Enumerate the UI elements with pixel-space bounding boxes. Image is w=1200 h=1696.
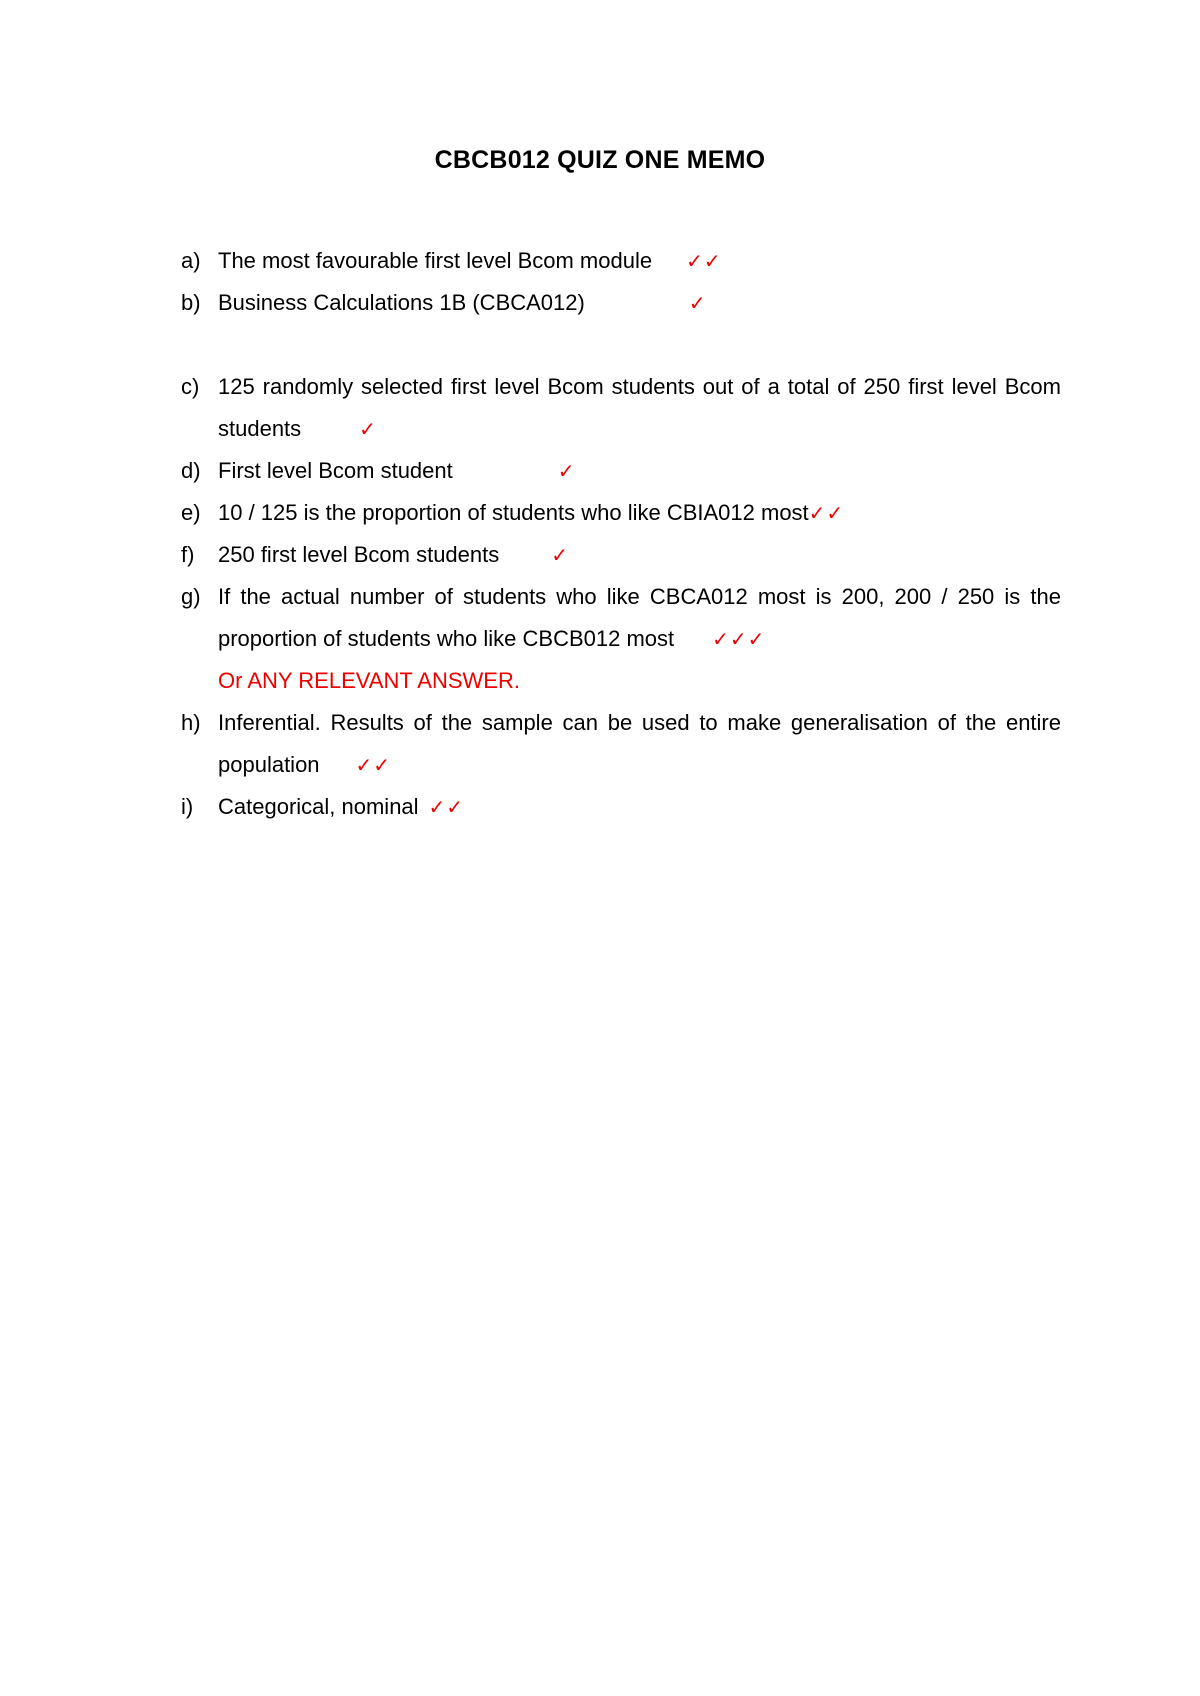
check-mark-icon: ✓✓ bbox=[428, 795, 465, 819]
check-mark-icon: ✓✓ bbox=[686, 249, 722, 273]
item-label: f) bbox=[181, 542, 195, 567]
answer-text: First level Bcom student bbox=[218, 458, 453, 483]
answer-item-f bbox=[181, 534, 1061, 576]
answer-item-e bbox=[181, 492, 1061, 534]
answer-text: Inferential. Results of the sample can be used to make generalisation of the entire population bbox=[218, 710, 1061, 777]
answer-text: 250 first level Bcom students bbox=[218, 542, 500, 567]
answer-item-g bbox=[181, 576, 1061, 702]
check-mark-icon: ✓✓ bbox=[808, 501, 845, 525]
item-label: b) bbox=[181, 290, 201, 315]
check-mark-icon: ✓ bbox=[557, 459, 576, 483]
answer-text: 10 / 125 is the proportion of students who like CBIA012 most bbox=[218, 500, 809, 525]
alternative-answer-note: Or ANY RELEVANT ANSWER. bbox=[218, 668, 520, 693]
answer-text: 125 randomly selected first level Bcom students out of a total of 250 first level Bcom students bbox=[218, 374, 1061, 441]
item-label: g) bbox=[181, 584, 201, 609]
answer-item-b bbox=[181, 282, 1061, 324]
answer-text: The most favourable first level Bcom module bbox=[218, 248, 653, 273]
check-mark-icon: ✓✓ bbox=[355, 753, 392, 777]
answer-item-c bbox=[181, 366, 1061, 450]
item-label: e) bbox=[181, 500, 201, 525]
answer-text: Categorical, nominal bbox=[218, 794, 419, 819]
answer-text: If the actual number of students who like CBCA012 most is 200, 200 / 250 is the proportion of students who like CBCB012 most bbox=[218, 584, 1061, 651]
item-label: a) bbox=[181, 248, 201, 273]
answer-text: Business Calculations 1B (CBCA012) bbox=[218, 290, 585, 315]
answer-item-d bbox=[181, 450, 1061, 492]
item-label: c) bbox=[181, 374, 200, 399]
answer-item-a bbox=[181, 240, 1061, 282]
answer-item-h bbox=[181, 702, 1061, 786]
item-label: i) bbox=[181, 794, 194, 819]
check-mark-icon: ✓ bbox=[359, 417, 377, 441]
item-label: d) bbox=[181, 458, 201, 483]
page-title: CBCB012 QUIZ ONE MEMO bbox=[434, 146, 766, 174]
item-label: h) bbox=[181, 710, 201, 735]
answer-item-i bbox=[181, 786, 1061, 828]
check-mark-icon: ✓ bbox=[688, 291, 707, 315]
check-mark-icon: ✓ bbox=[551, 543, 570, 567]
check-mark-icon: ✓✓✓ bbox=[712, 627, 766, 651]
